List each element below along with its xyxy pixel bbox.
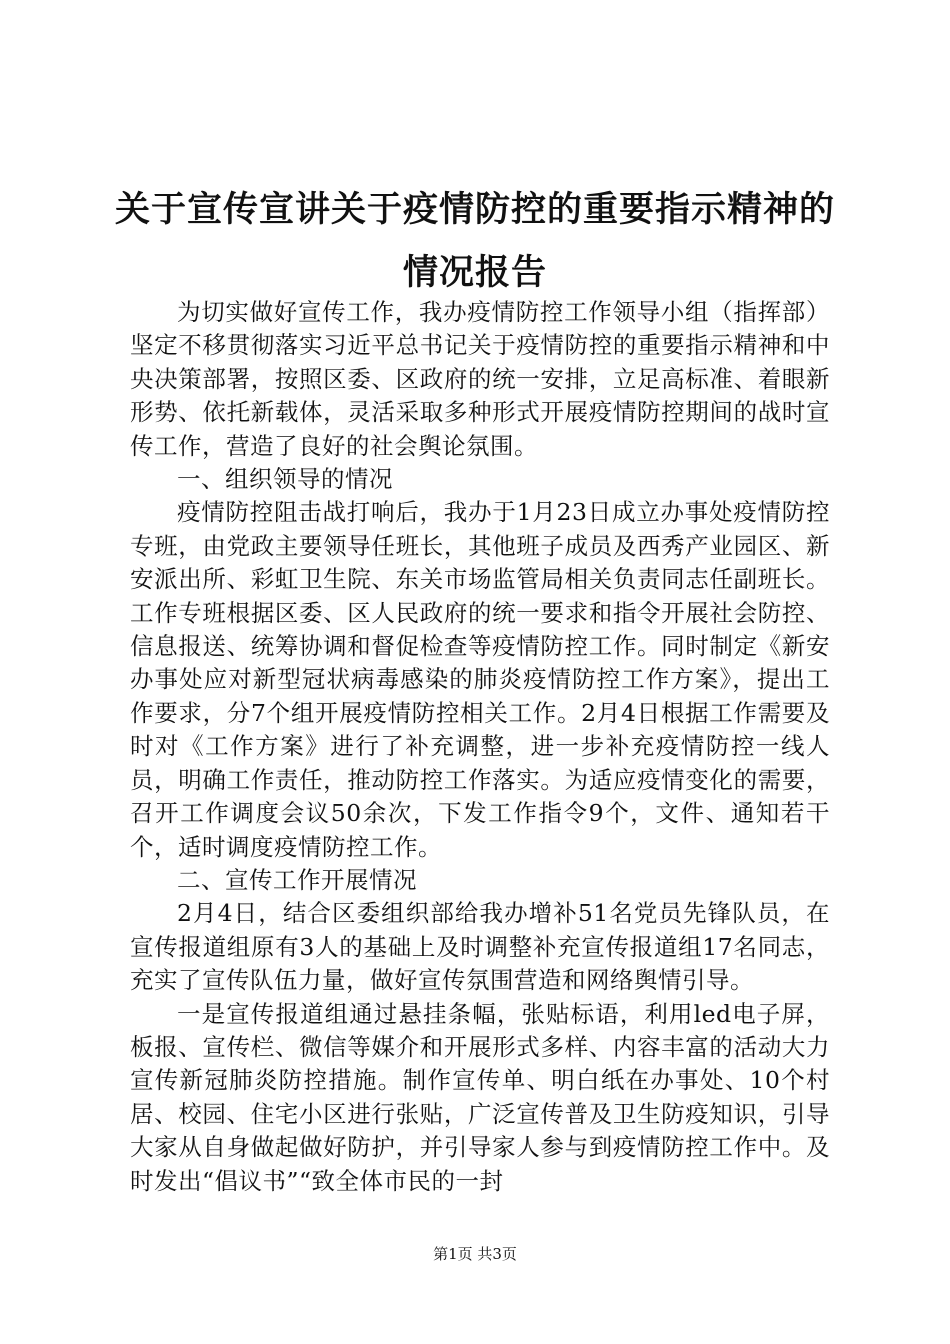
page-number-footer: 第1页 共3页	[433, 1245, 517, 1263]
section-heading-1: 一、组织领导的情况	[177, 465, 393, 494]
document-body	[130, 296, 830, 1198]
document-title-line-1: 关于宣传宣讲关于疫情防控的重要指示精神的	[114, 190, 835, 230]
document-title-line-2: 情况报告	[402, 253, 547, 293]
paragraph-organization: 疫情防控阻击战打响后，我办于1月23日成立办事处疫情防控专班，由党政主要领导任班长，其他班子成员及西秀产业园区、新安派出所、彩虹卫生院、东关市场监管局相关负责同志任副班长。工作专班根据区委、区人民政府的统一要求和指令开展社会防控、信息报送、统筹协调和督促检查等疫情防控工作。同时制定《新安办事处应对新型冠状病毒感染的肺炎疫情防控工作方案》，提出工作要求，分7个组开展疫情防控相关工作。2月4日根据工作需要及时对《工作方案》进行了补充调整，进一步补充疫情防控一线人员，明确工作责任，推动防控工作落实。为适应疫情变化的需要，召开工作调度会议50余次，下发工作指令9个，文件、通知若干个，适时调度疫情防控工作。	[130, 498, 830, 861]
intro-paragraph: 为切实做好宣传工作，我办疫情防控工作领导小组（指挥部）坚定不移贯彻落实习近平总书记关于疫情防控的重要指示精神和中央决策部署，按照区委、区政府的统一安排，立足高标准、着眼新形势、依托新载体，灵活采取多种形式开展疫情防控期间的战时宣传工作，营造了良好的社会舆论氛围。	[130, 298, 830, 460]
paragraph-publicity: 一是宣传报道组通过悬挂条幅，张贴标语，利用led电子屏，板报、宣传栏、微信等媒介和开展形式多样、内容丰富的活动大力宣传新冠肺炎防控措施。制作宣传单、明白纸在办事处、10个村居、校园、住宅小区进行张贴，广泛宣传普及卫生防疫知识，引导大家从自身做起做好防护，并引导家人参与到疫情防控工作中。及时发出“倡议书”“致全体市民的一封	[130, 999, 830, 1195]
section-heading-2: 二、宣传工作开展情况	[177, 865, 417, 894]
paragraph-team: 2月4日，结合区委组织部给我办增补51名党员先锋队员，在宣传报道组原有3人的基础上及时调整补充宣传报道组17名同志，充实了宣传队伍力量，做好宣传氛围营造和网络舆情引导。	[130, 899, 830, 995]
